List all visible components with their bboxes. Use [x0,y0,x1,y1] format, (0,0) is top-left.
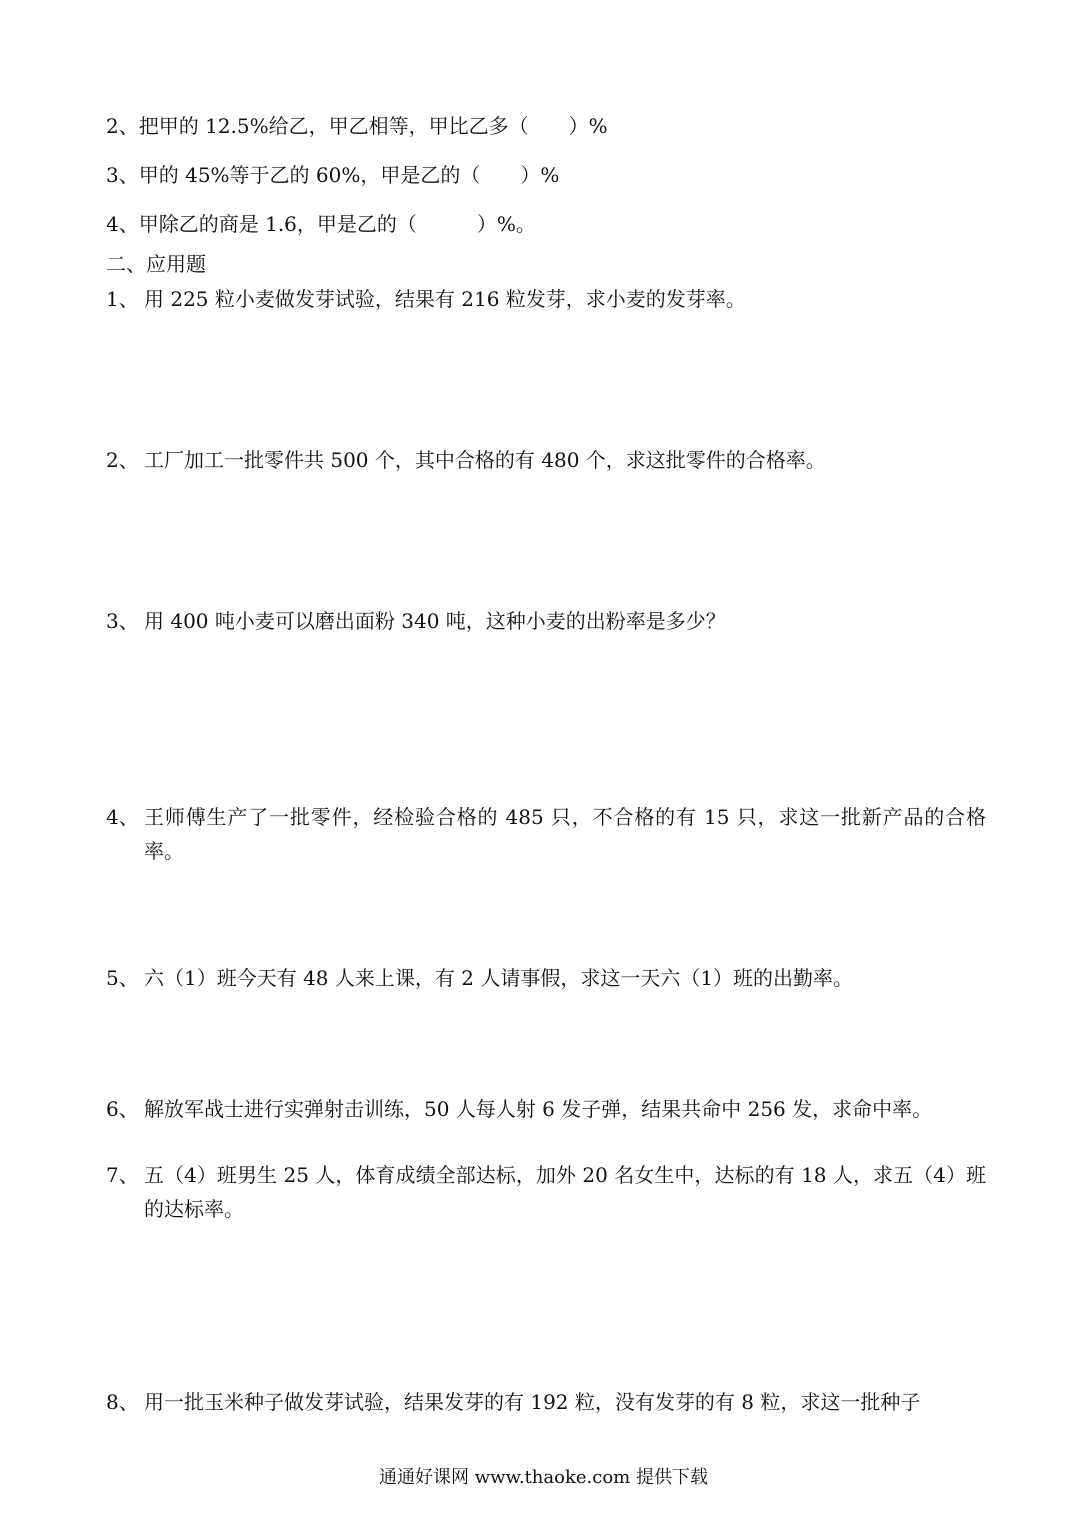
problem-text: 解放军战士进行实弹射击训练，50 人每人射 6 发子弹，结果共命中 256 发，求命中率。 [144,1097,933,1121]
problem-number: 3、 [106,609,139,633]
word-problem-7 [106,1158,986,1226]
problem-number: 7、 [106,1163,139,1187]
problem-text: 王师傅生产了一批零件，经检验合格的 485 只，不合格的有 15 只，求这一批新产品的合格率。 [144,805,986,863]
problem-text: 五（4）班男生 25 人，体育成绩全部达标，加外 20 名女生中，达标的有 18 人，求五（4）班的达标率。 [144,1163,986,1221]
fill-blank-item-2 [106,113,608,139]
footer-credit: 通通好课网 www.thaoke.com 提供下载 [379,1467,708,1488]
word-problem-3 [106,604,986,638]
problem-text: 六（1）班今天有 48 人来上课，有 2 人请事假，求这一天六（1）班的出勤率。 [144,966,854,990]
problem-number: 6、 [106,1097,139,1121]
problem-text: 用一批玉米种子做发芽试验，结果发芽的有 192 粒，没有发芽的有 8 粒，求这一批种子 [144,1390,921,1414]
item-number: 3、 [106,163,139,187]
word-problem-8 [106,1385,986,1419]
problem-number: 1、 [106,287,139,311]
problem-number: 2、 [106,448,139,472]
item-text: 把甲的 12.5%给乙，甲乙相等，甲比乙多（ ）% [138,114,608,138]
problem-text: 用 400 吨小麦可以磨出面粉 340 吨，这种小麦的出粉率是多少？ [144,609,726,633]
item-text: 甲除乙的商是 1.6，甲是乙的（ ）%。 [138,212,536,236]
word-problem-5 [106,961,986,995]
problem-number: 4、 [106,805,139,829]
problem-text: 用 225 粒小麦做发芽试验，结果有 216 粒发芽，求小麦的发芽率。 [144,287,746,311]
section-heading: 二、应用题 [106,252,206,276]
word-problem-6 [106,1092,986,1126]
word-problem-2 [106,443,986,477]
word-problem-1 [106,282,986,316]
item-number: 4、 [106,212,139,236]
fill-blank-item-4 [106,211,536,237]
word-problem-4 [106,800,986,868]
fill-blank-item-3 [106,162,559,188]
problem-number: 5、 [106,966,139,990]
item-text: 甲的 45%等于乙的 60%，甲是乙的（ ）% [138,163,560,187]
problem-text: 工厂加工一批零件共 500 个，其中合格的有 480 个，求这批零件的合格率。 [144,448,826,472]
problem-number: 8、 [106,1390,139,1414]
item-number: 2、 [106,114,139,138]
